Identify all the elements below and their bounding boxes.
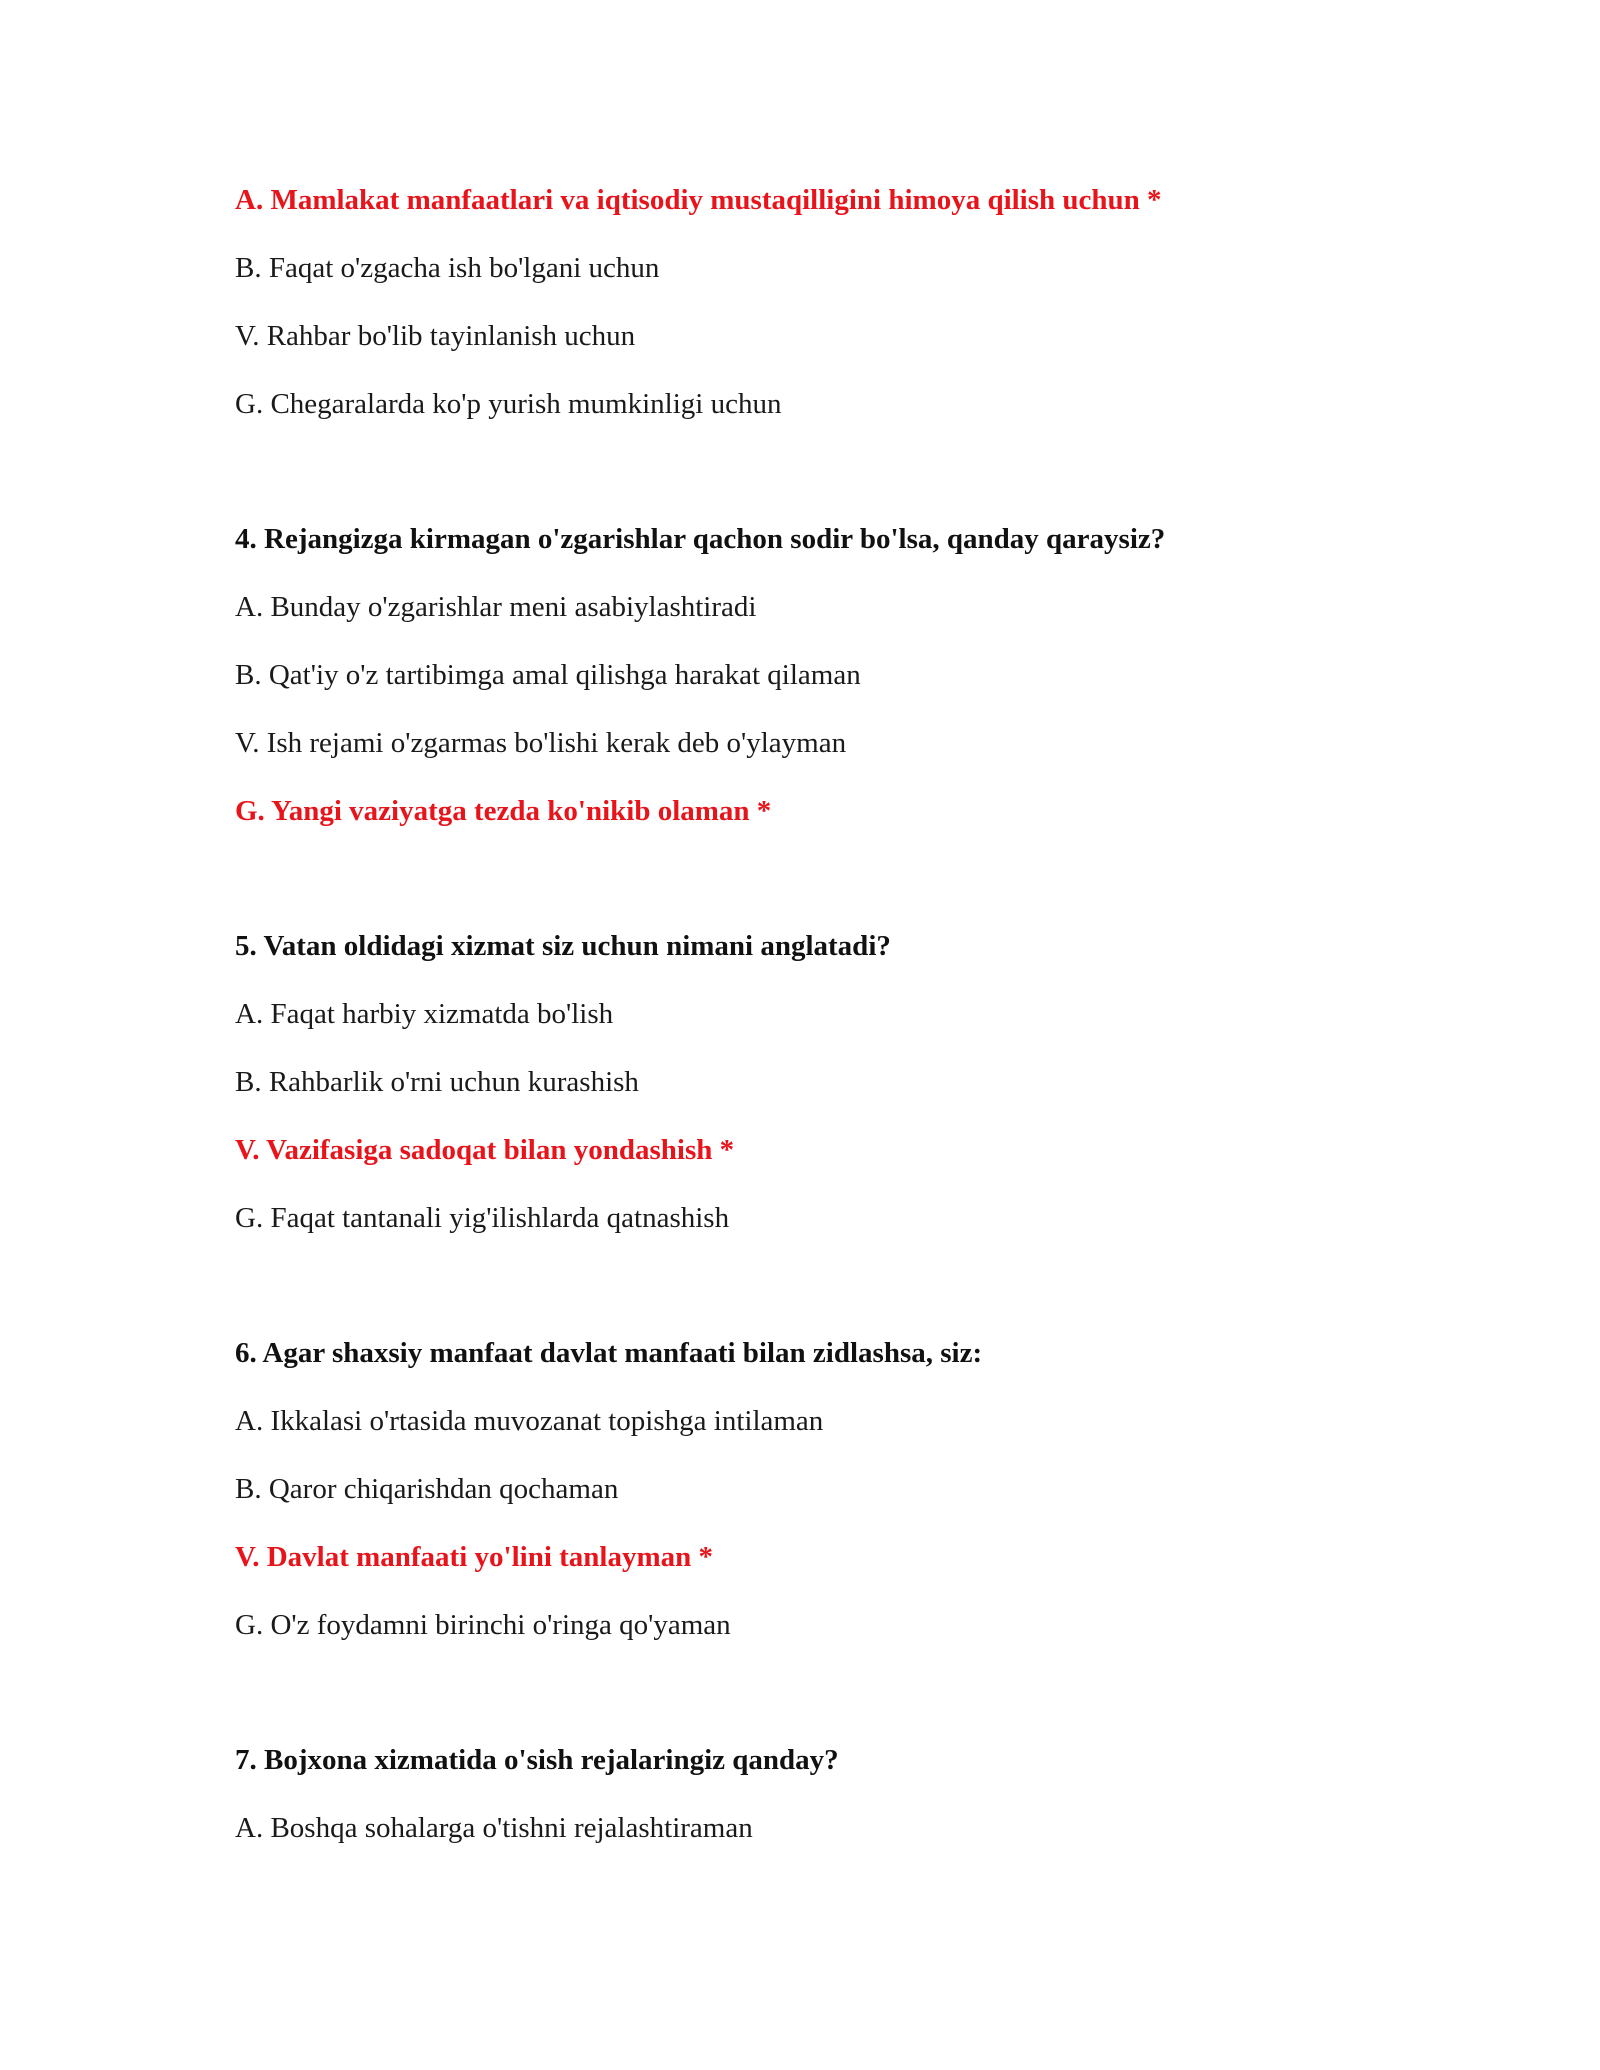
correct-answer-option: G. Yangi vaziyatga tezda ko'nikib olaman * [235,795,772,827]
spacer [235,1673,1435,1740]
option-line: G. Chegaralarda ko'p yurish mumkinligi uchun [235,388,782,420]
option-line: B. Rahbarlik o'rni uchun kurashish [235,1066,639,1098]
correct-answer-option: A. Mamlakat manfaatlari va iqtisodiy mustaqilligini himoya qilish uchun * [235,184,1162,216]
spacer [235,859,1435,926]
correct-answer-option: V. Vazifasiga sadoqat bilan yondashish * [235,1134,735,1166]
correct-answer-option: V. Davlat manfaati yo'lini tanlayman * [235,1541,714,1573]
spacer [235,1266,1435,1333]
spacer [235,452,1435,519]
option-line: V. Ish rejami o'zgarmas bo'lishi kerak deb o'ylayman [235,727,847,759]
option-line: B. Qaror chiqarishdan qochaman [235,1473,619,1505]
option-line: A. Bunday o'zgarishlar meni asabiylashtiradi [235,591,757,623]
quiz-content [235,180,1435,1876]
option-line: V. Rahbar bo'lib tayinlanish uchun [235,320,636,352]
question-title: 5. Vatan oldidagi xizmat siz uchun nimani anglatadi? [235,930,891,962]
option-line: G. O'z foydamni birinchi o'ringa qo'yaman [235,1609,731,1641]
option-line: B. Qat'iy o'z tartibimga amal qilishga harakat qilaman [235,659,861,691]
question-title: 7. Bojxona xizmatida o'sish rejalaringiz qanday? [235,1744,839,1776]
question-title: 6. Agar shaxsiy manfaat davlat manfaati bilan zidlashsa, siz: [235,1337,983,1369]
question-title: 4. Rejangizga kirmagan o'zgarishlar qachon sodir bo'lsa, qanday qaraysiz? [235,523,1166,555]
option-line: G. Faqat tantanali yig'ilishlarda qatnashish [235,1202,730,1234]
option-line: A. Boshqa sohalarga o'tishni rejalashtiraman [235,1812,753,1844]
option-line: B. Faqat o'zgacha ish bo'lgani uchun [235,252,660,284]
option-line: A. Ikkalasi o'rtasida muvozanat topishga intilaman [235,1405,824,1437]
option-line: A. Faqat harbiy xizmatda bo'lish [235,998,614,1030]
